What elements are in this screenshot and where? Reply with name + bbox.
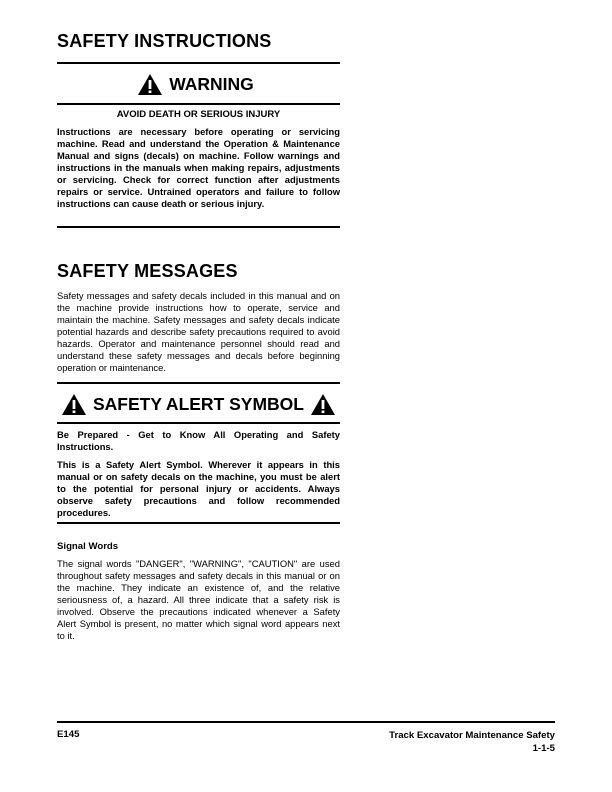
safety-alert-text: This is a Safety Alert Symbol. Wherever it appears in this manual or on safety decals on the machine, you must be alert to the potential for personal injury or accidents. Always observe safety precautions and follow recommended procedures.: [57, 459, 340, 518]
footer-divider: [57, 721, 555, 723]
safety-alert-label: SAFETY ALERT SYMBOL: [93, 394, 304, 414]
footer-page-number: 1-1-5: [532, 743, 555, 754]
divider: [57, 62, 340, 64]
warning-text: Instructions are necessary before operating or servicing machine. Read and understand the Operation & Maintenance Manual and signs (decals) on machine. Follow warnings and instructions in the manuals when making repairs, adjustments or servicing. Check for correct function after adjustments repairs or service. Untrained operators and failure to follow instructions can cause death or serious injury.: [57, 126, 340, 209]
page-title: SAFETY INSTRUCTIONS: [57, 31, 272, 51]
warning-triangle-icon: [137, 73, 163, 96]
be-prepared-text: Be Prepared - Get to Know All Operating and Safety Instructions.: [57, 429, 340, 452]
signal-words-heading: Signal Words: [57, 541, 119, 552]
footer-section: [389, 729, 555, 755]
divider: [57, 522, 340, 524]
footer-model: E145: [57, 729, 80, 740]
warning-triangle-icon: [61, 393, 87, 416]
divider: [57, 382, 340, 384]
safety-alert-heading: [57, 393, 340, 416]
divider: [57, 226, 340, 228]
warning-heading: [57, 73, 340, 96]
footer-manual-title: Track Excavator Maintenance Safety: [389, 730, 555, 741]
divider: [57, 103, 340, 105]
warning-subheading: AVOID DEATH OR SERIOUS INJURY: [116, 109, 281, 120]
warning-label: WARNING: [169, 74, 254, 94]
divider: [57, 422, 340, 424]
signal-words-text: The signal words "DANGER", "WARNING", "CAUTION" are used throughout safety messages and safety decals in this manual or on the machine. They indicate an existence of, and the relative seriousness of, a hazard. All three indicate that a safety risk is involved. Observe the precautions indicated whenever a Safety Alert Symbol is present, no matter which signal word appears next to it.: [57, 558, 340, 641]
warning-triangle-icon: [310, 393, 336, 416]
section-title-safety-messages: SAFETY MESSAGES: [57, 261, 238, 281]
safety-messages-text: Safety messages and safety decals included in this manual and on the machine provide instructions how to operate, service and maintain the machine. Safety messages and safety decals indicate potential hazards and describe safety precautions required to avoid hazards. Operator and maintenance personnel should read and understand these safety messages and decals before beginning operation or maintenance.: [57, 290, 340, 373]
